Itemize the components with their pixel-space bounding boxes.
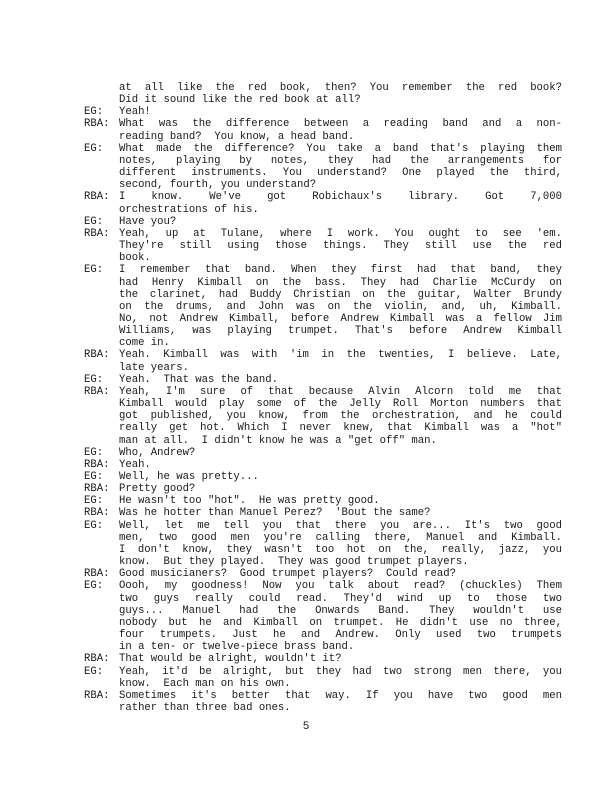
text-line: rather than three bad ones. (119, 701, 291, 714)
transcript-entry (84, 459, 562, 471)
speaker-label: EG: (84, 471, 104, 483)
transcript-entry (84, 349, 562, 373)
transcript-entry (84, 82, 562, 106)
speaker-label: EG: (84, 106, 104, 119)
text-line: Was he hotter than Manuel Perez? 'Bout the same? (119, 507, 431, 520)
transcript-entry (84, 653, 562, 665)
text-line: Well, he was pretty... (119, 471, 259, 483)
text-line: I remember that band. When they first had that band, they (119, 264, 562, 277)
speech-text (119, 520, 562, 569)
text-line: Did it sound like the red book at all? (119, 94, 361, 107)
text-line: Yeah. (119, 458, 151, 471)
text-line: Kimball would play some of the Jelly Roll Morton numbers that (119, 398, 562, 411)
interview-transcript (84, 82, 562, 714)
speaker-label: EG: (84, 264, 104, 277)
speech-text (119, 447, 562, 459)
text-line: late years. (119, 361, 189, 374)
transcript-entry (84, 216, 562, 228)
text-line: notes, playing by notes, they had the arrangements for (119, 154, 562, 167)
speech-text (119, 653, 562, 665)
text-line: Pretty good? (119, 483, 196, 496)
text-line: really get hot. Which I never knew, that Kimball was a "hot" (119, 422, 562, 435)
speaker-label: RBA: (84, 385, 110, 398)
text-line: nobody but he and Kimball on trumpet. He didn't use no three, (119, 616, 562, 629)
transcript-entry (84, 264, 562, 349)
text-line: Sometimes it's better that way. If you have two good men (119, 689, 562, 702)
text-line: men, two good men you're calling there, Manuel and Kimball. (119, 531, 562, 544)
text-line: Yeah. Kimball was with 'im in the twenties, I believe. Late, (119, 349, 562, 362)
transcript-entry (84, 228, 562, 264)
transcript-entry (84, 143, 562, 192)
text-line: Good musicianers? Good trumpet players? Could read? (119, 568, 456, 581)
speech-text (119, 386, 562, 447)
text-line: Yeah, up at Tulane, where I work. You ought to see 'em. (119, 227, 562, 240)
speech-text (119, 507, 562, 519)
speech-text (119, 568, 562, 580)
text-line: in a ten- or twelve-piece brass band. (119, 641, 355, 654)
text-line: Yeah! (119, 106, 151, 119)
text-line: come in. (119, 337, 170, 350)
page-number: 5 (302, 721, 310, 733)
speech-text (119, 349, 562, 373)
transcript-entry (84, 568, 562, 580)
text-line: That would be alright, wouldn't it? (119, 653, 342, 666)
speech-text (119, 580, 562, 653)
speaker-label: RBA: (84, 349, 110, 362)
transcript-entry (84, 495, 562, 507)
transcript-entry (84, 106, 562, 118)
text-line: on the drums, and John was on the violin, and, uh, Kimball. (119, 300, 562, 313)
speaker-label: EG: (84, 373, 104, 386)
speech-text (119, 143, 562, 192)
text-line: got published, you know, from the orchestration, and he could (119, 410, 562, 423)
text-line: second, fourth, you understand? (119, 179, 317, 192)
text-line: Oooh, my goodness! Now you talk about read? (chuckles) Them (119, 580, 562, 593)
text-line: different instruments. You understand? One played the third, (119, 167, 562, 180)
speaker-label: EG: (84, 580, 104, 593)
text-line: man at all. I didn't know he was a "get off" man. (119, 434, 437, 447)
text-line: four trumpets. Just he and Andrew. Only used two trumpets (119, 629, 562, 642)
text-line: orchestrations of his. (119, 203, 259, 216)
speaker-label: EG: (84, 142, 104, 155)
speaker-label: EG: (84, 519, 104, 532)
text-line: know. Each man on his own. (119, 677, 291, 690)
speech-text (119, 228, 562, 264)
speaker-label: RBA: (84, 118, 110, 131)
speaker-label: RBA: (84, 191, 110, 204)
speech-text (119, 106, 562, 118)
text-line: know. But they played. They was good trumpet players. (119, 556, 469, 569)
text-line: I know. We've got Robichaux's library. Got 7,000 (119, 191, 562, 204)
speech-text (119, 459, 562, 471)
text-line: I don't know, they wasn't too hot on the, really, jazz, you (119, 543, 562, 556)
text-line: had Henry Kimball on the bass. They had Charlie McCurdy on (119, 276, 562, 289)
speech-text (119, 82, 562, 106)
speaker-label: EG: (84, 446, 104, 459)
speaker-label: RBA: (84, 689, 110, 702)
text-line: Williams, was playing trumpet. That's before Andrew Kimball (119, 325, 562, 338)
text-line: two guys really could read. They'd wind up to those two (119, 592, 562, 605)
speaker-label: RBA: (84, 568, 110, 581)
transcript-entry (84, 520, 562, 569)
text-line: Who, Andrew? (119, 446, 196, 459)
speech-text (119, 471, 562, 483)
transcript-entry (84, 580, 562, 653)
transcript-entry (84, 118, 562, 142)
speaker-label: RBA: (84, 483, 110, 496)
text-line: No, not Andrew Kimball, before Andrew Kimball was a fellow Jim (119, 312, 562, 325)
text-line: the clarinet, had Buddy Christian on the guitar, Walter Brundy (119, 288, 562, 301)
text-line: Yeah. That was the band. (119, 373, 278, 386)
speech-text (119, 483, 562, 495)
speaker-label: EG: (84, 495, 104, 508)
speech-text (119, 690, 562, 714)
speech-text (119, 495, 562, 507)
transcript-entry (84, 191, 562, 215)
speaker-label: RBA: (84, 227, 110, 240)
transcript-entry (84, 447, 562, 459)
speech-text (119, 374, 562, 386)
text-line: Yeah, it'd be alright, but they had two strong men there, you (119, 665, 562, 678)
transcript-entry (84, 374, 562, 386)
speaker-label: RBA: (84, 458, 110, 471)
transcript-entry (84, 690, 562, 714)
speaker-label: EG: (84, 215, 104, 228)
text-line: guys... Manuel had the Onwards Band. They wouldn't use (119, 604, 562, 617)
transcript-entry (84, 666, 562, 690)
speech-text (119, 191, 562, 215)
speech-text (119, 216, 562, 228)
text-line: He wasn't too "hot". He was pretty good. (119, 495, 380, 508)
text-line: They're still using those things. They still use the red (119, 240, 562, 253)
transcript-entry (84, 483, 562, 495)
speech-text (119, 264, 562, 349)
text-line: at all like the red book, then? You remember the red book? (119, 82, 562, 94)
speaker-label: RBA: (84, 653, 110, 666)
transcript-entry (84, 471, 562, 483)
transcript-entry (84, 507, 562, 519)
text-line: What made the difference? You take a band that's playing them (119, 142, 562, 155)
text-line: book. (119, 252, 151, 265)
text-line: What was the difference between a reading band and a non- (119, 118, 562, 131)
speaker-label: RBA: (84, 507, 110, 520)
text-line: Yeah, I'm sure of that because Alvin Alcorn told me that (119, 385, 562, 398)
speech-text (119, 118, 562, 142)
text-line: reading band? You know, a head band. (119, 130, 355, 143)
text-line: Well, let me tell you that there you are... It's two good (119, 519, 562, 532)
speaker-label: EG: (84, 665, 104, 678)
text-line: Have you? (119, 215, 177, 228)
speech-text (119, 666, 562, 690)
transcript-entry (84, 386, 562, 447)
